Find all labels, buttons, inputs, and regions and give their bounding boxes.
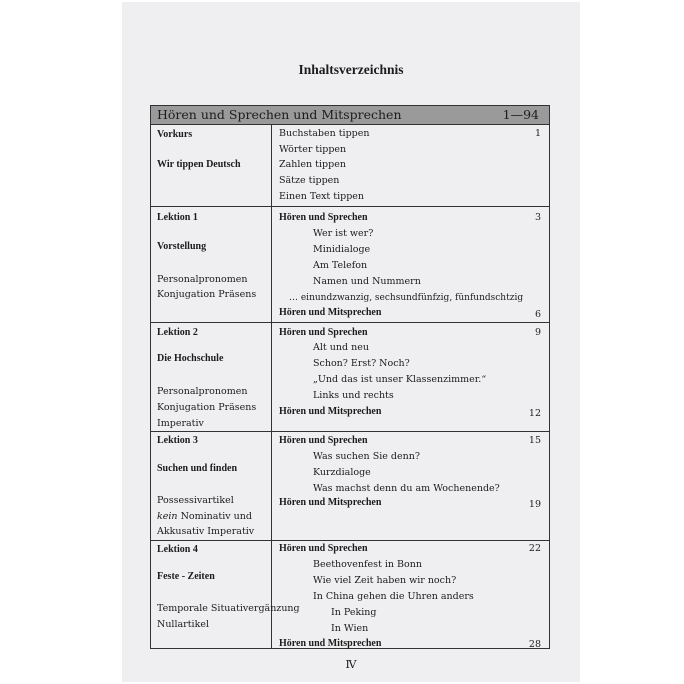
row-divider	[151, 431, 549, 432]
lektion2-hoeren-mitsprechen: Hören und Mitsprechen	[279, 406, 382, 417]
lektion1-grammar: Konjugation Präsens	[157, 289, 257, 300]
lektion4-topic: In China gehen die Uhren anders	[313, 591, 474, 602]
lektion2-hs-page: 9	[534, 327, 541, 338]
lektion3-theme: Suchen und finden	[157, 463, 238, 474]
vorkurs-theme: Wir tippen Deutsch	[157, 159, 241, 170]
toc-table	[150, 105, 550, 649]
lektion2-grammar: Personalpronomen	[157, 386, 248, 397]
lektion4-hs-page: 22	[528, 543, 541, 554]
lektion4-topic: Beethovenfest in Bonn	[313, 559, 422, 570]
vorkurs-item: Sätze tippen	[279, 175, 340, 186]
vorkurs-item: Wörter tippen	[279, 144, 347, 155]
lektion2-grammar: Konjugation Präsens	[157, 402, 257, 413]
lektion1-hoeren-mitsprechen: Hören und Mitsprechen	[279, 307, 382, 318]
toc-header	[151, 106, 549, 125]
page-title: Inhaltsverzeichnis	[298, 62, 404, 77]
vorkurs-item: Zahlen tippen	[279, 159, 346, 170]
lektion3-hoeren-mitsprechen: Hören und Mitsprechen	[279, 497, 382, 508]
lektion4-subtopic: In Peking	[331, 607, 377, 618]
grammar-text: Nominativ und	[177, 511, 252, 522]
lektion3-label: Lektion 3	[157, 435, 198, 446]
lektion3-topic: Kurzdialoge	[313, 467, 371, 478]
lektion2-hm-page: 12	[528, 408, 541, 419]
lektion2-grammar: Imperativ	[157, 418, 204, 429]
lektion3-grammar	[157, 511, 252, 523]
lektion1-theme: Vorstellung	[157, 241, 207, 252]
lektion4-hoeren-sprechen: Hören und Sprechen	[279, 543, 368, 554]
lektion3-topic: Was suchen Sie denn?	[313, 451, 420, 462]
column-divider	[271, 124, 272, 648]
vorkurs-page: 1	[534, 128, 541, 139]
lektion2-theme: Die Hochschule	[157, 353, 224, 364]
lektion2-topic: Links und rechts	[313, 390, 394, 401]
lektion2-hoeren-sprechen: Hören und Sprechen	[279, 327, 368, 338]
lektion1-topic: Wer ist wer?	[313, 228, 374, 239]
lektion3-grammar: Possessivartikel	[157, 495, 234, 506]
lektion1-hoeren-sprechen: Hören und Sprechen	[279, 212, 368, 223]
lektion3-grammar: Akkusativ Imperativ	[157, 526, 255, 537]
lektion1-topic: … einundzwanzig, sechsundfünfzig, fünfundschtzig	[289, 293, 524, 303]
lektion2-label: Lektion 2	[157, 327, 198, 338]
vorkurs-label: Vorkurs	[157, 129, 193, 140]
lektion1-topic: Am Telefon	[313, 260, 368, 271]
lektion3-hs-page: 15	[528, 435, 541, 446]
lektion1-label: Lektion 1	[157, 212, 198, 223]
row-divider	[151, 540, 549, 541]
lektion2-topic: Schon? Erst? Noch?	[313, 358, 410, 369]
lektion4-hm-page: 28	[528, 639, 541, 650]
vorkurs-item: Buchstaben tippen	[279, 128, 370, 139]
lektion4-hoeren-mitsprechen: Hören und Mitsprechen	[279, 638, 382, 649]
lektion4-label: Lektion 4	[157, 544, 198, 555]
lektion1-hs-page: 3	[534, 212, 541, 223]
lektion4-theme: Feste - Zeiten	[157, 571, 215, 582]
section-page-range: 1—94	[502, 107, 539, 122]
row-divider	[151, 206, 549, 207]
lektion4-subtopic: In Wien	[331, 623, 369, 634]
page-number: Ⅳ	[345, 658, 357, 671]
lektion1-grammar: Personalpronomen	[157, 274, 248, 285]
lektion3-hm-page: 19	[528, 499, 541, 510]
lektion4-grammar: Temporale Situativergänzung	[157, 603, 300, 614]
lektion2-topic: Alt und neu	[313, 342, 369, 353]
book-page	[122, 2, 580, 682]
lektion3-topic: Was machst denn du am Wochenende?	[313, 483, 500, 494]
lektion1-topic: Minidialoge	[313, 244, 371, 255]
lektion2-topic: „Und das ist unser Klassenzimmer.“	[313, 374, 487, 385]
section-title: Hören und Sprechen und Mitsprechen	[157, 107, 402, 122]
row-divider	[151, 322, 549, 323]
kein-keyword: kein	[157, 511, 178, 522]
lektion4-topic: Wie viel Zeit haben wir noch?	[313, 575, 457, 586]
lektion4-grammar: Nullartikel	[157, 619, 209, 630]
lektion1-hm-page: 6	[534, 309, 541, 320]
lektion1-topic: Namen und Nummern	[313, 276, 421, 287]
lektion3-hoeren-sprechen: Hören und Sprechen	[279, 435, 368, 446]
vorkurs-item: Einen Text tippen	[279, 191, 365, 202]
